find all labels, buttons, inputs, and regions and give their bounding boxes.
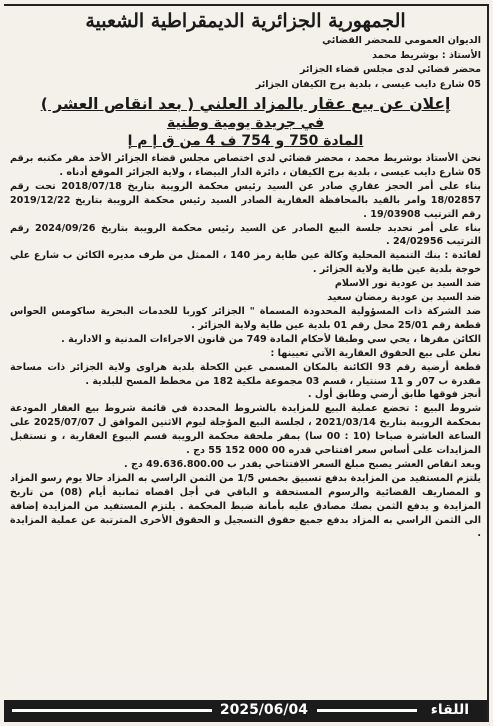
bailiff-name: الأستاذ : بوشريط محمد	[372, 49, 481, 61]
paragraph-company-seat: الكائن مقرها ، يحي سي وطبقا لأحكام المادة 749 من قانون الاجراءات المدنية و الادارية .	[61, 333, 481, 345]
paragraph-beneficiary: لفائدة : بنك التنمية المحلية وكالة عين طاية رمز 140 ، الممثل من طرف مديره الكائن ب شارع علي خوجة بلدية عين طاية ولاية الجزائر .	[10, 250, 481, 276]
bailiff-court: محضر قضائي لدى مجلس قضاء الجزائر	[300, 64, 481, 75]
paragraph-property: قطعة أرضية رقم 93 الكائنة بالمكان المسمى عين الكحلة بلدية هراوى ولاية الجزائر ذات مساحة مقدرة ب 07ر و 11 سنتيار ، قسم 03 مجموعة ملكية 182 من مخطط المسح للبلدية .	[10, 361, 481, 387]
paragraph-announcement: نعلن على بيع الحقوق العقارية الآتي تعيينها :	[270, 347, 481, 359]
paragraph-defendant-company: ضد الشركة ذات المسؤولية المحدودة المسماة " الجزائر كوربا للخدمات البحرية ساكومس الحواس قطعة رقم 25/01 محل رقم 01 بلدية عين طاية ولاية الجزائر .	[10, 305, 481, 331]
paragraph-defendant-1: ضد السيد بن عودية نور الاسلام	[334, 278, 481, 290]
bailiff-address: 05 شارع دايب عيسى ، بلدية برج الكيفان الجزائر	[255, 78, 481, 90]
publication-date: 2025/06/04	[216, 702, 312, 718]
notice-title: إعلان عن بيع عقار بالمزاد العلني ( بعد انقاص العشر )	[40, 95, 451, 113]
notice-document	[4, 4, 489, 722]
republic-title: الجمهورية الجزائرية الديمقراطية الشعبية	[85, 10, 406, 32]
footer-divider	[12, 709, 212, 712]
footer-divider	[317, 709, 417, 712]
paragraph-session-order: بناء على أمر تحديد جلسة البيع الصادر عن السيد رئيس محكمة الرويبة بتاريخ 2024/09/26 رقم الترتيب 24/02956 .	[10, 222, 481, 248]
paragraph-bailiff: نحن الأستاذ بوشريط محمد ، محضر قضائي لدى اختصاص مجلس قضاء الجزائر الأخذ مقر مكتبه برقم 05 شارع دايب عيسى ، بلدية برج الكيفان ، دائرة الدار البيضاء ، ولاية الجزائر الموقع أدناه .	[10, 153, 481, 178]
footer-bar	[4, 700, 487, 722]
paragraph-reduced-price: وبعد انقاص العشر يصبح مبلغ السعر الافتتاحي يقدر ب 49.636.800.00 دج .	[123, 458, 481, 470]
paragraph-construction: أنجز فوقها طابق أرضي وطابق أول .	[307, 389, 481, 401]
newspaper-name: اللقاء	[430, 702, 469, 718]
legal-articles: المادة 750 و 754 ف 4 من ق إ م إ	[127, 133, 364, 149]
paragraph-sale-conditions: شروط البيع : تخضع عملية البيع للمزايدة بالشروط المحددة في قائمة شروط بيع العقار المودعة بمحكمة الرويبة بتاريخ 2021/03/14 ، لجلسة البيع المؤجلة ليوم الاثنين الموافق ل 2025/07/07 على الساعة العاشرة صباحا (10 : 00 سا) بمقر ملحقة محكمة الرويبة قسم البيوع العقارية ، و تستقبل المزايدات على أساس سعر افتتاحي قدره 00 000 152 55 دج .	[10, 403, 481, 457]
notice-subtitle: في جريدة يومية وطنية	[166, 115, 325, 131]
office-name: الديوان العمومي للمحضر القضائي	[322, 35, 481, 46]
paragraph-buyer-obligations: يلتزم المستفيد من المزايدة بدفع تسبيق بخمس 1/5 من الثمن الراسي به المزاد حالا يوم رسو المزاد و المصاريف القضائية والرسوم المستحقة و الباقي في أجل اقصاه ثمانية أيام (08) من تاريخ المزايدة و يدفع الثمن بصك مصادق عليه بأمانة ضبط المحكمة . يلتزم المستفيد من المزايدة إضافة الى الثمن الراسي به المزاد بدفع جميع حقوق التسجيل و الحقوق الأخرى المترتبة عن عملية المزايدة .	[10, 472, 481, 540]
paragraph-defendant-2: ضد السيد بن عودية رمضان سعيد	[327, 292, 481, 304]
paragraph-seizure-order: بناء على أمر الحجز عقاري صادر عن السيد رئيس محكمة الرويبة بتاريخ 2018/07/18 تحت رقم 18/02857 وامر بالقيد بالمحافظة العقارية الصادر السيد رئيس محكمة الرويبة بتاريخ 2019/12/22 رقم الترتيب 19/03908 .	[10, 180, 482, 220]
